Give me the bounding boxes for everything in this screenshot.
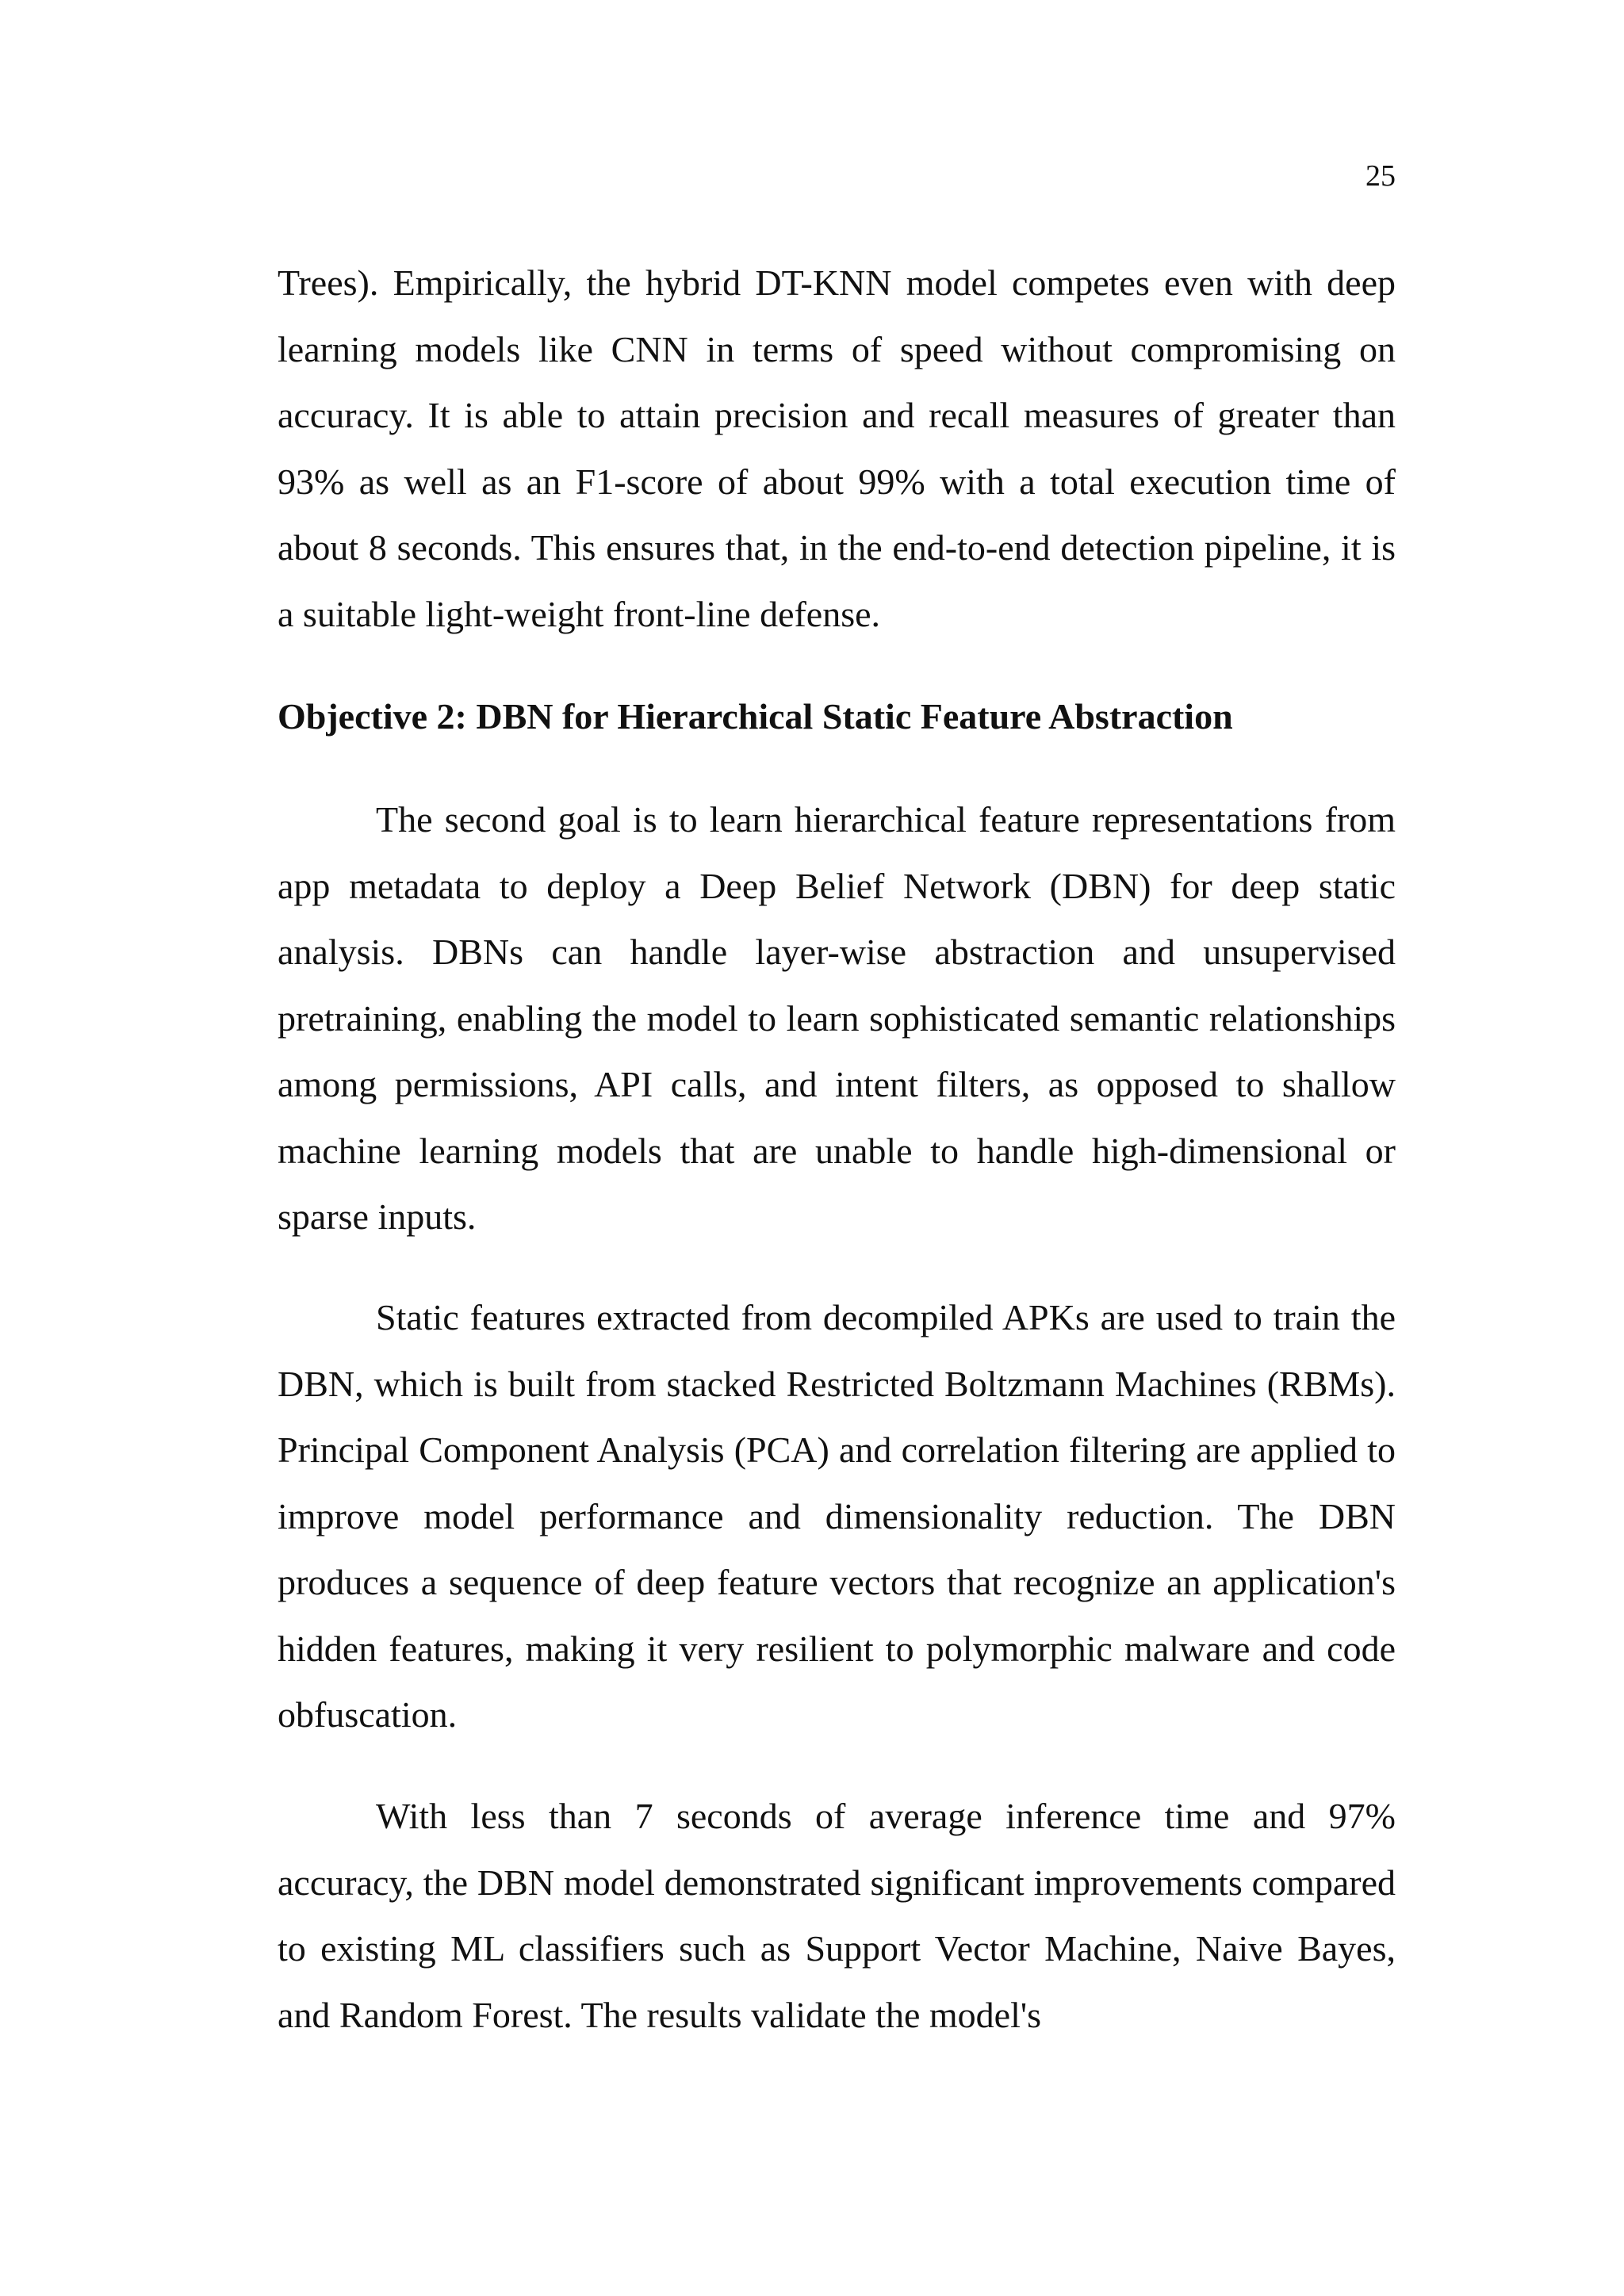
paragraph-dbn-results: With less than 7 seconds of average inference time and 97% accuracy, the DBN model demonstrated significant improvements compared to existing ML classifiers such as Support Vector Machine, Naive Bayes, and Random Forest. The results validate the model's	[278, 1796, 1396, 2035]
paragraph-continuation: Trees). Empirically, the hybrid DT-KNN model competes even with deep learning models like CNN in terms of speed without compromising on accuracy. It is able to attain precision and recall measures of greater than 93% as well as an F1-score of about 99% with a total execution time of about 8 seconds. This ensures that, in the end-to-end detection pipeline, it is a suitable light-weight front-line defense.	[278, 262, 1396, 634]
page-number: 25	[1365, 159, 1396, 193]
paragraph-dbn-training: Static features extracted from decompiled APKs are used to train the DBN, which is built from stacked Restricted Boltzmann Machines (RBMs). Principal Component Analysis (PCA) and correlation filtering are applied to improve model performance and dimensionality reduction. The DBN produces a sequence of deep feature vectors that recognize an application's hidden features, making it very resilient to polymorphic malware and code obfuscation.	[278, 1297, 1396, 1735]
paragraph-dbn-goal: The second goal is to learn hierarchical feature representations from app metadata to deploy a Deep Belief Network (DBN) for deep static analysis. DBNs can handle layer-wise abstraction and unsupervised pretraining, enabling the model to learn sophisticated semantic relationships among permissions, API calls, and intent filters, as opposed to shallow machine learning models that are unable to handle high-dimensional or sparse inputs.	[278, 799, 1396, 1237]
section-heading: Objective 2: DBN for Hierarchical Static Feature Abstraction	[278, 696, 1233, 737]
